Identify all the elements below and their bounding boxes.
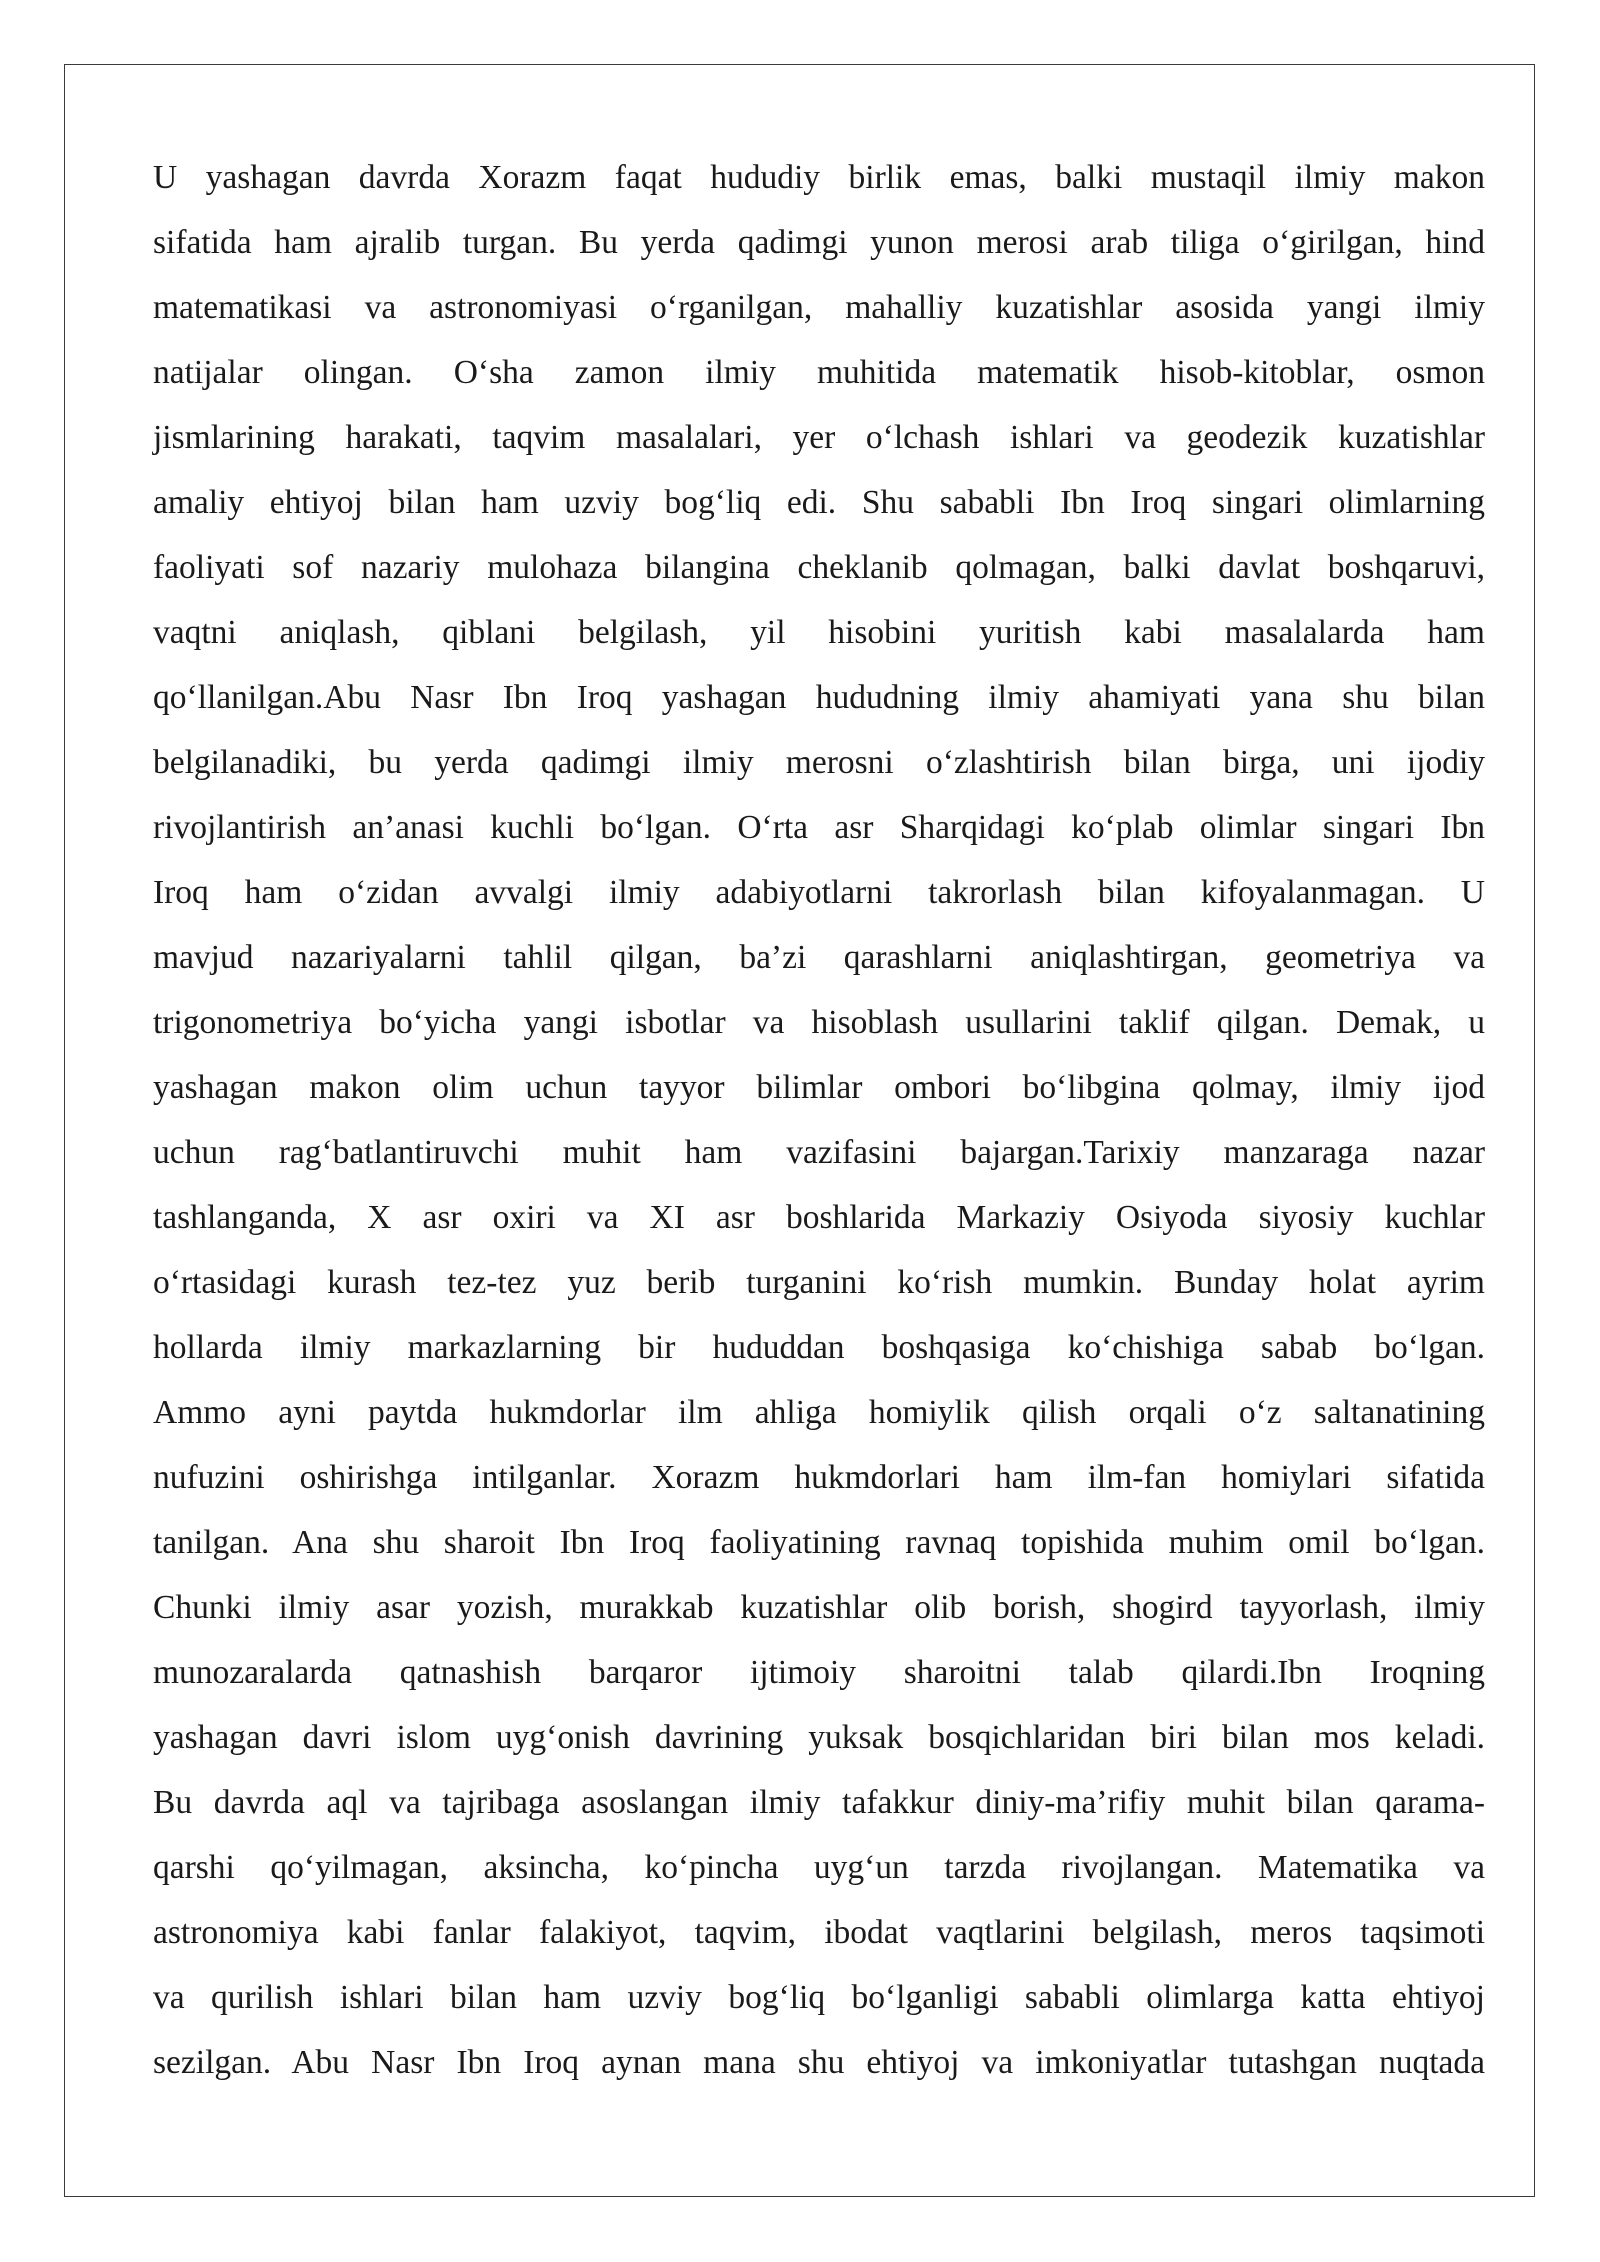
text-line-7: faoliyati sof nazariy mulohaza bilangina cheklanib qolmagan, balki davlat boshqaruvi, (153, 549, 1485, 586)
text-line-30: sezilgan. Abu Nasr Ibn Iroq aynan mana shu ehtiyoj va imkoniyatlar tutashgan nuqtada (153, 2044, 1485, 2081)
text-line-13: mavjud nazariyalarni tahlil qilgan, ba’zi qarashlarni aniqlashtirgan, geometriya va (153, 939, 1485, 976)
text-line-18: o‘rtasidagi kurash tez-tez yuz berib turganini ko‘rish mumkin. Bunday holat ayrim (153, 1264, 1485, 1301)
text-line-12: Iroq ham o‘zidan avvalgi ilmiy adabiyotlarni takrorlash bilan kifoyalanmagan. U (153, 874, 1485, 911)
text-line-3: matematikasi va astronomiyasi o‘rganilgan, mahalliy kuzatishlar asosida yangi ilmiy (153, 289, 1485, 326)
text-line-17: tashlanganda, X asr oxiri va XI asr boshlarida Markaziy Osiyoda siyosiy kuchlar (153, 1199, 1485, 1236)
text-line-27: qarshi qo‘yilmagan, aksincha, ko‘pincha uyg‘un tarzda rivojlangan. Matematika va (153, 1849, 1485, 1886)
text-line-14: trigonometriya bo‘yicha yangi isbotlar va hisoblash usullarini taklif qilgan. Demak, u (153, 1004, 1485, 1041)
text-line-22: tanilgan. Ana shu sharoit Ibn Iroq faoliyatining ravnaq topishida muhim omil bo‘lgan. (153, 1524, 1485, 1561)
text-line-16: uchun rag‘batlantiruvchi muhit ham vazifasini bajargan.Tarixiy manzaraga nazar (153, 1134, 1485, 1171)
body-paragraph (153, 145, 1485, 2095)
text-line-15: yashagan makon olim uchun tayyor bilimlar ombori bo‘libgina qolmay, ilmiy ijod (153, 1069, 1485, 1106)
text-line-10: belgilanadiki, bu yerda qadimgi ilmiy merosni o‘zlashtirish bilan birga, uni ijodiy (153, 744, 1485, 781)
text-line-2: sifatida ham ajralib turgan. Bu yerda qadimgi yunon merosi arab tiliga o‘girilgan, hind (153, 224, 1485, 261)
text-line-11: rivojlantirish an’anasi kuchli bo‘lgan. O‘rta asr Sharqidagi ko‘plab olimlar singari Ibn (153, 809, 1485, 846)
text-line-29: va qurilish ishlari bilan ham uzviy bog‘liq bo‘lganligi sababli olimlarga katta ehtiyoj (153, 1979, 1485, 2016)
text-line-20: Ammo ayni paytda hukmdorlar ilm ahliga homiylik qilish orqali o‘z saltanatining (153, 1394, 1485, 1431)
text-line-8: vaqtni aniqlash, qiblani belgilash, yil hisobini yuritish kabi masalalarda ham (153, 614, 1485, 651)
text-line-5: jismlarining harakati, taqvim masalalari, yer o‘lchash ishlari va geodezik kuzatishlar (153, 419, 1485, 456)
text-line-9: qo‘llanilgan.Abu Nasr Ibn Iroq yashagan hududning ilmiy ahamiyati yana shu bilan (153, 679, 1485, 716)
text-line-28: astronomiya kabi fanlar falakiyot, taqvim, ibodat vaqtlarini belgilash, meros taqsimoti (153, 1914, 1485, 1951)
text-line-24: munozaralarda qatnashish barqaror ijtimoiy sharoitni talab qilardi.Ibn Iroqning (153, 1654, 1485, 1691)
text-line-26: Bu davrda aql va tajribaga asoslangan ilmiy tafakkur diniy-ma’rifiy muhit bilan qarama- (153, 1784, 1485, 1821)
text-line-25: yashagan davri islom uyg‘onish davrining yuksak bosqichlaridan biri bilan mos keladi. (153, 1719, 1485, 1756)
text-line-4: natijalar olingan. O‘sha zamon ilmiy muhitida matematik hisob-kitoblar, osmon (153, 354, 1485, 391)
text-line-19: hollarda ilmiy markazlarning bir hududdan boshqasiga ko‘chishiga sabab bo‘lgan. (153, 1329, 1485, 1366)
text-line-6: amaliy ehtiyoj bilan ham uzviy bog‘liq edi. Shu sababli Ibn Iroq singari olimlarning (153, 484, 1485, 521)
text-line-21: nufuzini oshirishga intilganlar. Xorazm hukmdorlari ham ilm-fan homiylari sifatida (153, 1459, 1485, 1496)
text-line-23: Chunki ilmiy asar yozish, murakkab kuzatishlar olib borish, shogird tayyorlash, ilmiy (153, 1589, 1485, 1626)
text-line-1: U yashagan davrda Xorazm faqat hududiy birlik emas, balki mustaqil ilmiy makon (153, 159, 1485, 196)
